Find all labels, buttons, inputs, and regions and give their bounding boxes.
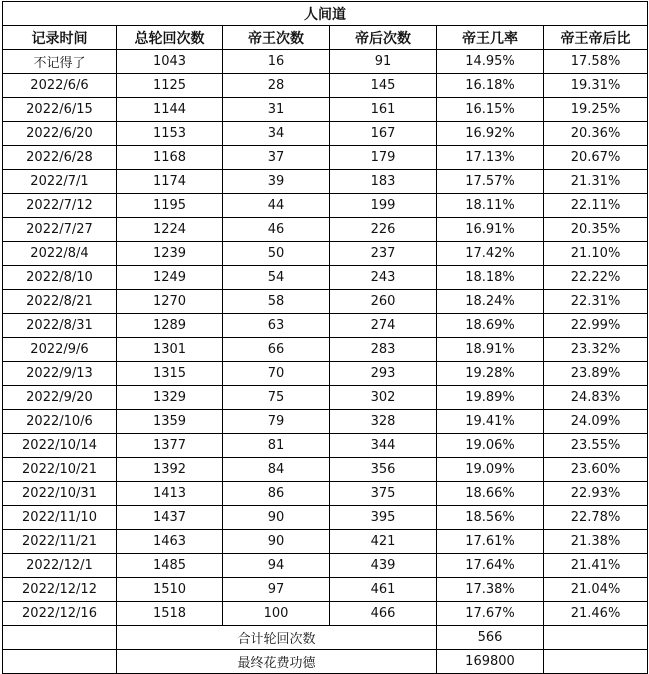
table-cell[interactable]: 2022/10/31 bbox=[3, 482, 117, 506]
table-cell[interactable]: 2022/9/6 bbox=[3, 338, 117, 362]
table-cell[interactable]: 91 bbox=[330, 50, 437, 74]
table-cell[interactable]: 16.15% bbox=[437, 98, 544, 122]
record-table bbox=[2, 1, 648, 674]
table-cell[interactable]: 17.58% bbox=[544, 50, 648, 74]
table-cell[interactable]: 22.11% bbox=[544, 194, 648, 218]
table-cell[interactable]: 2022/10/14 bbox=[3, 434, 117, 458]
table-cell[interactable]: 2022/8/31 bbox=[3, 314, 117, 338]
table-cell[interactable]: 79 bbox=[223, 410, 330, 434]
summary-row bbox=[3, 650, 648, 674]
table-cell[interactable]: 1224 bbox=[117, 218, 223, 242]
table-cell[interactable]: 17.67% bbox=[437, 602, 544, 626]
table-cell[interactable]: 19.31% bbox=[544, 74, 648, 98]
table-cell[interactable]: 1153 bbox=[117, 122, 223, 146]
table-cell[interactable]: 21.38% bbox=[544, 530, 648, 554]
table-cell[interactable]: 19.28% bbox=[437, 362, 544, 386]
table-cell[interactable]: 1437 bbox=[117, 506, 223, 530]
table-cell[interactable]: 2022/10/6 bbox=[3, 410, 117, 434]
table-cell[interactable]: 31 bbox=[223, 98, 330, 122]
table-cell[interactable]: 161 bbox=[330, 98, 437, 122]
table-cell[interactable]: 226 bbox=[330, 218, 437, 242]
table-cell[interactable]: 2022/6/28 bbox=[3, 146, 117, 170]
table-row bbox=[3, 266, 648, 290]
table-cell[interactable]: 16.18% bbox=[437, 74, 544, 98]
table-cell[interactable]: 17.38% bbox=[437, 578, 544, 602]
table-cell[interactable]: 1043 bbox=[117, 50, 223, 74]
table-cell[interactable]: 63 bbox=[223, 314, 330, 338]
table-cell[interactable]: 21.41% bbox=[544, 554, 648, 578]
header-row bbox=[3, 26, 648, 50]
table-cell[interactable]: 66 bbox=[223, 338, 330, 362]
table-cell[interactable]: 1301 bbox=[117, 338, 223, 362]
table-cell[interactable]: 2022/8/4 bbox=[3, 242, 117, 266]
table-cell[interactable]: 94 bbox=[223, 554, 330, 578]
table-cell[interactable]: 145 bbox=[330, 74, 437, 98]
table-cell[interactable]: 243 bbox=[330, 266, 437, 290]
table-row bbox=[3, 242, 648, 266]
table-cell[interactable]: 24.83% bbox=[544, 386, 648, 410]
table-cell[interactable]: 2022/11/10 bbox=[3, 506, 117, 530]
table-cell[interactable]: 461 bbox=[330, 578, 437, 602]
table-cell[interactable]: 14.95% bbox=[437, 50, 544, 74]
summary-label[interactable]: 最终花费功德 bbox=[117, 650, 437, 674]
table-cell[interactable]: 1125 bbox=[117, 74, 223, 98]
table-cell[interactable]: 2022/8/21 bbox=[3, 290, 117, 314]
table-cell[interactable]: 22.22% bbox=[544, 266, 648, 290]
table-cell[interactable]: 439 bbox=[330, 554, 437, 578]
table-cell[interactable]: 21.46% bbox=[544, 602, 648, 626]
table-cell[interactable]: 179 bbox=[330, 146, 437, 170]
table-cell[interactable]: 23.60% bbox=[544, 458, 648, 482]
table-cell[interactable]: 1485 bbox=[117, 554, 223, 578]
table-cell[interactable]: 293 bbox=[330, 362, 437, 386]
table-row bbox=[3, 122, 648, 146]
table-cell[interactable]: 375 bbox=[330, 482, 437, 506]
table-cell[interactable]: 34 bbox=[223, 122, 330, 146]
empty-cell[interactable] bbox=[544, 626, 648, 650]
table-row bbox=[3, 434, 648, 458]
table-cell[interactable]: 1463 bbox=[117, 530, 223, 554]
table-cell[interactable]: 1392 bbox=[117, 458, 223, 482]
table-cell[interactable]: 37 bbox=[223, 146, 330, 170]
table-cell[interactable]: 17.57% bbox=[437, 170, 544, 194]
table-cell[interactable]: 1518 bbox=[117, 602, 223, 626]
table-cell[interactable]: 19.06% bbox=[437, 434, 544, 458]
table-cell[interactable]: 75 bbox=[223, 386, 330, 410]
table-row bbox=[3, 362, 648, 386]
table-row bbox=[3, 578, 648, 602]
table-row bbox=[3, 98, 648, 122]
table-cell[interactable]: 28 bbox=[223, 74, 330, 98]
table-cell[interactable]: 1249 bbox=[117, 266, 223, 290]
table-cell[interactable]: 不记得了 bbox=[3, 50, 117, 74]
table-row bbox=[3, 602, 648, 626]
table-row bbox=[3, 530, 648, 554]
table-cell[interactable]: 39 bbox=[223, 170, 330, 194]
summary-value[interactable]: 169800 bbox=[437, 650, 544, 674]
table-cell[interactable]: 283 bbox=[330, 338, 437, 362]
table-cell[interactable]: 328 bbox=[330, 410, 437, 434]
table-cell[interactable]: 2022/12/12 bbox=[3, 578, 117, 602]
table-cell[interactable]: 183 bbox=[330, 170, 437, 194]
table-row bbox=[3, 482, 648, 506]
table-cell[interactable]: 19.41% bbox=[437, 410, 544, 434]
table-cell[interactable]: 274 bbox=[330, 314, 437, 338]
table-cell[interactable]: 167 bbox=[330, 122, 437, 146]
table-row bbox=[3, 314, 648, 338]
table-cell[interactable]: 18.69% bbox=[437, 314, 544, 338]
table-cell[interactable]: 395 bbox=[330, 506, 437, 530]
table-cell[interactable]: 16 bbox=[223, 50, 330, 74]
table-row bbox=[3, 74, 648, 98]
empty-cell[interactable] bbox=[3, 626, 117, 650]
table-row bbox=[3, 170, 648, 194]
table-cell[interactable]: 199 bbox=[330, 194, 437, 218]
table-cell[interactable]: 2022/11/21 bbox=[3, 530, 117, 554]
summary-row bbox=[3, 626, 648, 650]
table-cell[interactable]: 90 bbox=[223, 506, 330, 530]
table-row bbox=[3, 146, 648, 170]
header-cell-emperor-count[interactable]: 帝王次数 bbox=[223, 26, 330, 50]
table-cell[interactable]: 2022/7/1 bbox=[3, 170, 117, 194]
table-row bbox=[3, 386, 648, 410]
table-cell[interactable]: 2022/7/12 bbox=[3, 194, 117, 218]
table-cell[interactable]: 2022/7/27 bbox=[3, 218, 117, 242]
empty-cell[interactable] bbox=[3, 650, 117, 674]
table-cell[interactable]: 17.13% bbox=[437, 146, 544, 170]
table-cell[interactable]: 1377 bbox=[117, 434, 223, 458]
table-cell[interactable]: 237 bbox=[330, 242, 437, 266]
table-cell[interactable]: 23.89% bbox=[544, 362, 648, 386]
table-cell[interactable]: 23.32% bbox=[544, 338, 648, 362]
table-cell[interactable]: 466 bbox=[330, 602, 437, 626]
table-row bbox=[3, 506, 648, 530]
table-cell[interactable]: 84 bbox=[223, 458, 330, 482]
table-cell[interactable]: 70 bbox=[223, 362, 330, 386]
table-row bbox=[3, 218, 648, 242]
table-cell[interactable]: 1329 bbox=[117, 386, 223, 410]
table-cell[interactable]: 1174 bbox=[117, 170, 223, 194]
table-cell[interactable]: 54 bbox=[223, 266, 330, 290]
table-cell[interactable]: 21.10% bbox=[544, 242, 648, 266]
title-row bbox=[3, 2, 648, 26]
table-cell[interactable]: 344 bbox=[330, 434, 437, 458]
table-cell[interactable]: 1239 bbox=[117, 242, 223, 266]
table-cell[interactable]: 2022/6/6 bbox=[3, 74, 117, 98]
empty-cell[interactable] bbox=[544, 650, 648, 674]
table-cell[interactable]: 1195 bbox=[117, 194, 223, 218]
table-cell[interactable]: 18.56% bbox=[437, 506, 544, 530]
table-cell[interactable]: 18.18% bbox=[437, 266, 544, 290]
table-cell[interactable]: 1359 bbox=[117, 410, 223, 434]
table-cell[interactable]: 22.31% bbox=[544, 290, 648, 314]
table-cell[interactable]: 1168 bbox=[117, 146, 223, 170]
table-cell[interactable]: 21.04% bbox=[544, 578, 648, 602]
table-cell[interactable]: 2022/9/13 bbox=[3, 362, 117, 386]
header-cell-record-time[interactable]: 记录时间 bbox=[3, 26, 117, 50]
table-cell[interactable]: 2022/12/16 bbox=[3, 602, 117, 626]
table-cell[interactable]: 16.92% bbox=[437, 122, 544, 146]
table-row bbox=[3, 338, 648, 362]
summary-label[interactable]: 合计轮回次数 bbox=[117, 626, 437, 650]
table-cell[interactable]: 302 bbox=[330, 386, 437, 410]
table-cell[interactable]: 1144 bbox=[117, 98, 223, 122]
table-cell[interactable]: 18.66% bbox=[437, 482, 544, 506]
table-cell[interactable]: 58 bbox=[223, 290, 330, 314]
table-cell[interactable]: 44 bbox=[223, 194, 330, 218]
table-row bbox=[3, 290, 648, 314]
table-cell[interactable]: 19.09% bbox=[437, 458, 544, 482]
table-cell[interactable]: 356 bbox=[330, 458, 437, 482]
table-cell[interactable]: 22.99% bbox=[544, 314, 648, 338]
table-cell[interactable]: 2022/6/20 bbox=[3, 122, 117, 146]
table-cell[interactable]: 81 bbox=[223, 434, 330, 458]
table-cell[interactable]: 24.09% bbox=[544, 410, 648, 434]
table-cell[interactable]: 18.24% bbox=[437, 290, 544, 314]
table-cell[interactable]: 1289 bbox=[117, 314, 223, 338]
table-cell[interactable]: 1510 bbox=[117, 578, 223, 602]
table-cell[interactable]: 18.91% bbox=[437, 338, 544, 362]
header-cell-emperor-empress-ratio[interactable]: 帝王帝后比 bbox=[544, 26, 648, 50]
table-cell[interactable]: 90 bbox=[223, 530, 330, 554]
table-title[interactable]: 人间道 bbox=[3, 2, 648, 26]
table-cell[interactable]: 20.67% bbox=[544, 146, 648, 170]
summary-value[interactable]: 566 bbox=[437, 626, 544, 650]
table-row bbox=[3, 458, 648, 482]
table-cell[interactable]: 22.78% bbox=[544, 506, 648, 530]
table-cell[interactable]: 97 bbox=[223, 578, 330, 602]
table-cell[interactable]: 23.55% bbox=[544, 434, 648, 458]
table-body bbox=[3, 2, 648, 674]
header-cell-total-cycles[interactable]: 总轮回次数 bbox=[117, 26, 223, 50]
table-row bbox=[3, 194, 648, 218]
table-cell[interactable]: 2022/10/21 bbox=[3, 458, 117, 482]
table-cell[interactable]: 16.91% bbox=[437, 218, 544, 242]
table-cell[interactable]: 2022/9/20 bbox=[3, 386, 117, 410]
table-cell[interactable]: 21.31% bbox=[544, 170, 648, 194]
table-cell[interactable]: 46 bbox=[223, 218, 330, 242]
table-cell[interactable]: 2022/8/10 bbox=[3, 266, 117, 290]
table-cell[interactable]: 1270 bbox=[117, 290, 223, 314]
table-cell[interactable]: 20.35% bbox=[544, 218, 648, 242]
table-cell[interactable]: 22.93% bbox=[544, 482, 648, 506]
table-cell[interactable]: 50 bbox=[223, 242, 330, 266]
table-cell[interactable]: 2022/6/15 bbox=[3, 98, 117, 122]
table-cell[interactable]: 421 bbox=[330, 530, 437, 554]
table-row bbox=[3, 50, 648, 74]
header-cell-empress-count[interactable]: 帝后次数 bbox=[330, 26, 437, 50]
table-cell[interactable]: 17.61% bbox=[437, 530, 544, 554]
table-cell[interactable]: 1413 bbox=[117, 482, 223, 506]
table-cell[interactable]: 1315 bbox=[117, 362, 223, 386]
table-row bbox=[3, 554, 648, 578]
table-cell[interactable]: 260 bbox=[330, 290, 437, 314]
table-cell[interactable]: 19.25% bbox=[544, 98, 648, 122]
table-row bbox=[3, 410, 648, 434]
table-cell[interactable]: 86 bbox=[223, 482, 330, 506]
table-cell[interactable]: 18.11% bbox=[437, 194, 544, 218]
header-cell-emperor-rate[interactable]: 帝王几率 bbox=[437, 26, 544, 50]
table-cell[interactable]: 19.89% bbox=[437, 386, 544, 410]
table-cell[interactable]: 100 bbox=[223, 602, 330, 626]
table-cell[interactable]: 17.64% bbox=[437, 554, 544, 578]
table-cell[interactable]: 20.36% bbox=[544, 122, 648, 146]
table-cell[interactable]: 2022/12/1 bbox=[3, 554, 117, 578]
table-cell[interactable]: 17.42% bbox=[437, 242, 544, 266]
